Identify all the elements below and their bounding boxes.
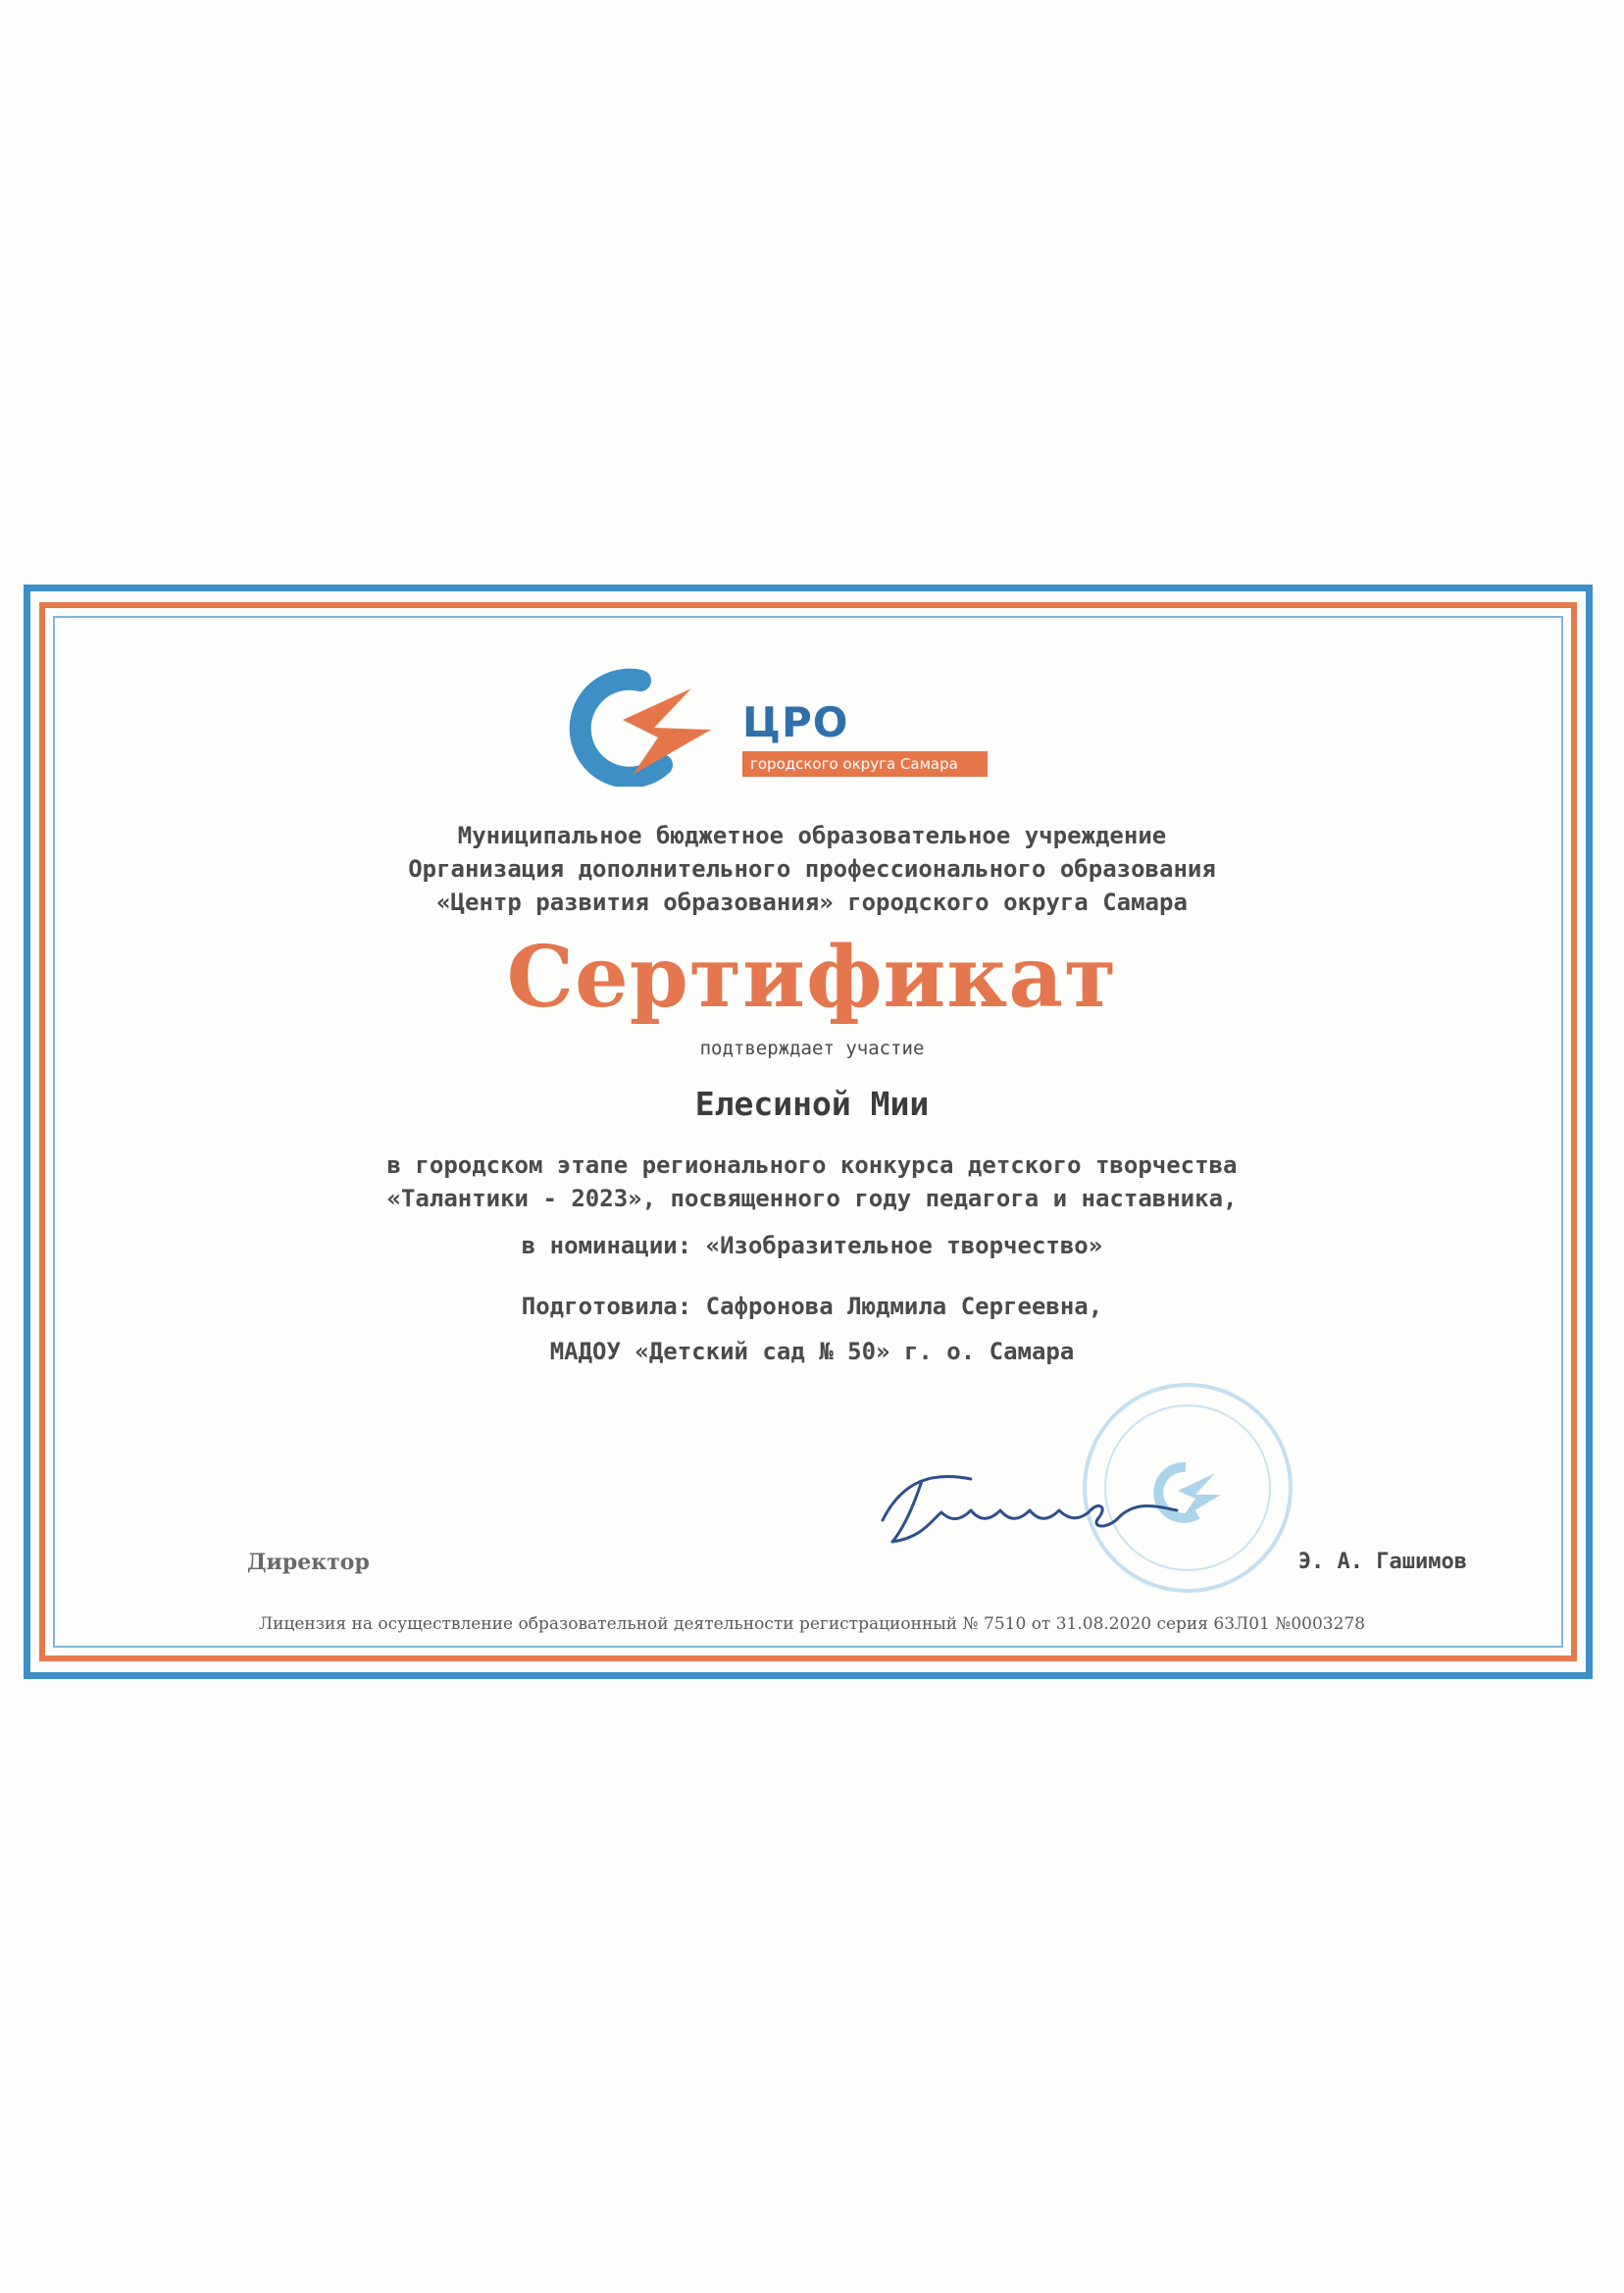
certificate-title: Сертификат	[506, 928, 1118, 1027]
director-label: Директор	[247, 1550, 370, 1575]
nomination: в номинации: «Изобразительное творчество»	[521, 1232, 1103, 1259]
contest-line-1: в городском этапе регионального конкурса детского творчества	[386, 1151, 1238, 1179]
director-name: Э. А. Гашимов	[1297, 1550, 1467, 1574]
organization-line-1: Муниципальное бюджетное образовательное учреждение	[457, 822, 1167, 849]
logo-title: ЦРО	[742, 698, 849, 746]
cro-logo-icon	[564, 659, 750, 787]
prepared-by: Подготовила: Сафронова Людмила Сергеевна,	[521, 1293, 1103, 1320]
organization-line-3: «Центр развития образования» городского округа Самара	[436, 889, 1188, 916]
cro-logo	[564, 659, 995, 787]
recipient-name: Елесиной Мии	[694, 1085, 930, 1123]
confirms-participation: подтверждает участие	[699, 1038, 925, 1059]
organization-line-2: Организация дополнительного профессионального образования	[408, 855, 1216, 883]
contest-line-2: «Талантики - 2023», посвященного году педагога и наставника,	[386, 1185, 1238, 1212]
director-signature	[863, 1452, 1216, 1559]
license-info: Лицензия на осуществление образовательной деятельности регистрационный № 7510 от 31.08.2020 серия 63Л01 №0003278	[258, 1614, 1366, 1634]
institution: МАДОУ «Детский сад № 50» г. о. Самара	[549, 1338, 1075, 1365]
logo-subtitle: городского округа Самара	[742, 751, 988, 777]
